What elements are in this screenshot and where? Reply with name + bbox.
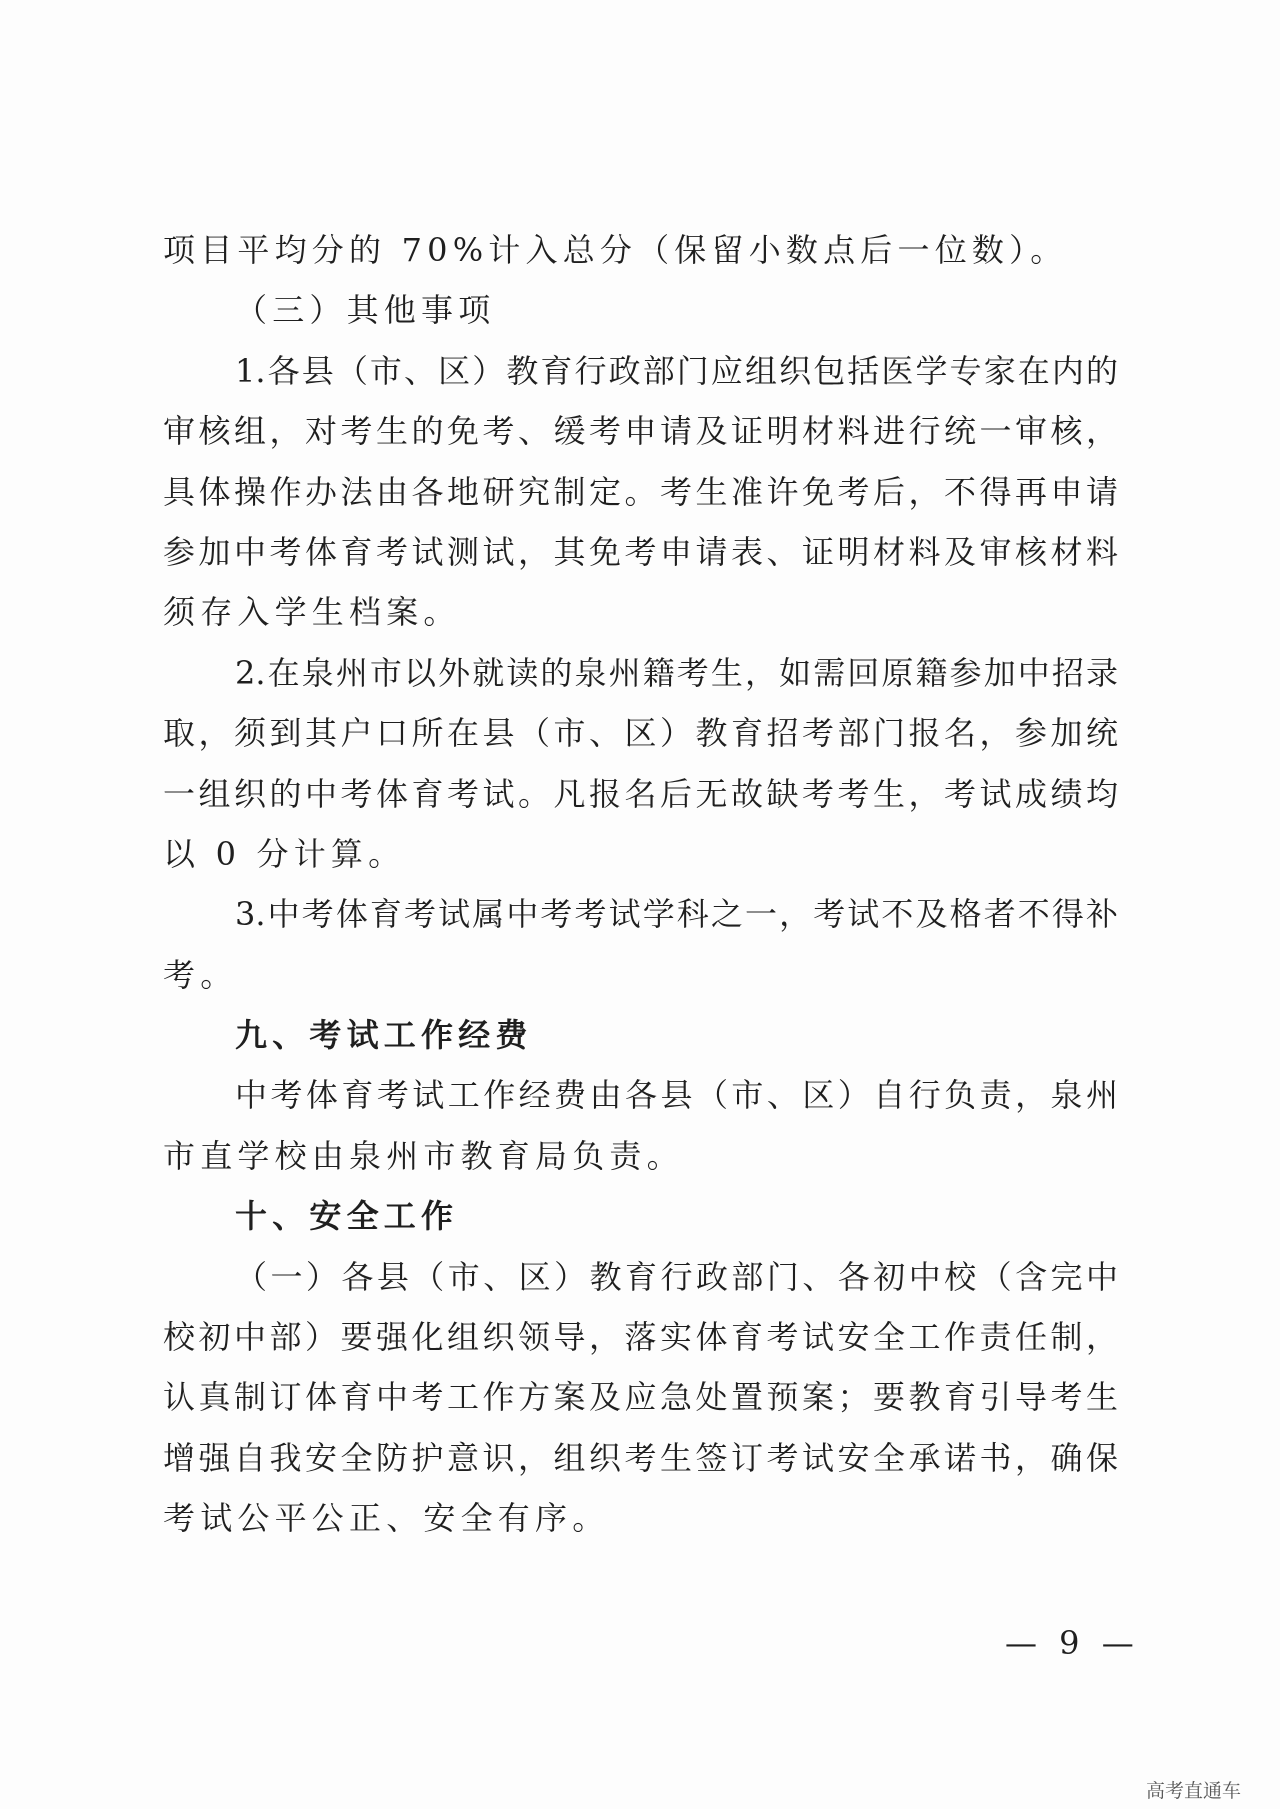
paragraph-line: 1.各县（市、区）教育行政部门应组织包括医学专家在内的 <box>235 351 1118 390</box>
paragraph-line: 认真制订体育中考工作方案及应急处置预案；要教育引导考生 <box>163 1378 1118 1417</box>
paragraph-line: 校初中部）要强化组织领导，落实体育考试安全工作责任制， <box>163 1318 1118 1357</box>
watermark-text: 高考直通车 <box>1146 1780 1242 1802</box>
paragraph-line: 一组织的中考体育考试。凡报名后无故缺考考生，考试成绩均 <box>163 774 1118 813</box>
paragraph-line: 市直学校由泉州市教育局负责。 <box>163 1136 684 1175</box>
paragraph-line: 3.中考体育考试属中考考试学科之一，考试不及格者不得补 <box>235 895 1118 934</box>
section-heading-funding: 九、考试工作经费 <box>235 1016 533 1055</box>
section-subheading: （三）其他事项 <box>235 291 496 330</box>
page-number: — 9 — <box>1005 1624 1140 1662</box>
paragraph-line: 须存入学生档案。 <box>163 593 461 632</box>
paragraph-line: 参加中考体育考试测试，其免考申请表、证明材料及审核材料 <box>163 532 1118 571</box>
paragraph-line: 项目平均分的 70%计入总分（保留小数点后一位数）。 <box>163 231 1068 269</box>
paragraph-line: 2.在泉州市以外就读的泉州籍考生，如需回原籍参加中招录 <box>235 653 1118 692</box>
paragraph-line: 审核组，对考生的免考、缓考申请及证明材料进行统一审核， <box>163 412 1118 451</box>
paragraph-line: 具体操作办法由各地研究制定。考生准许免考后，不得再申请 <box>163 472 1118 511</box>
paragraph-line: 增强自我安全防护意识，组织考生签订考试安全承诺书，确保 <box>163 1438 1118 1477</box>
paragraph-line: 考。 <box>163 955 238 994</box>
section-heading-safety: 十、安全工作 <box>235 1197 459 1236</box>
body-text <box>163 220 1118 1549</box>
paragraph-line: 中考体育考试工作经费由各县（市、区）自行负责，泉州 <box>235 1076 1118 1115</box>
paragraph-line: 取，须到其户口所在县（市、区）教育招考部门报名，参加统 <box>163 714 1118 753</box>
paragraph-line: （一）各县（市、区）教育行政部门、各初中校（含完中 <box>235 1257 1118 1296</box>
paragraph-line: 考试公平公正、安全有序。 <box>163 1499 610 1538</box>
paragraph-line: 以 0 分计算。 <box>163 834 406 873</box>
